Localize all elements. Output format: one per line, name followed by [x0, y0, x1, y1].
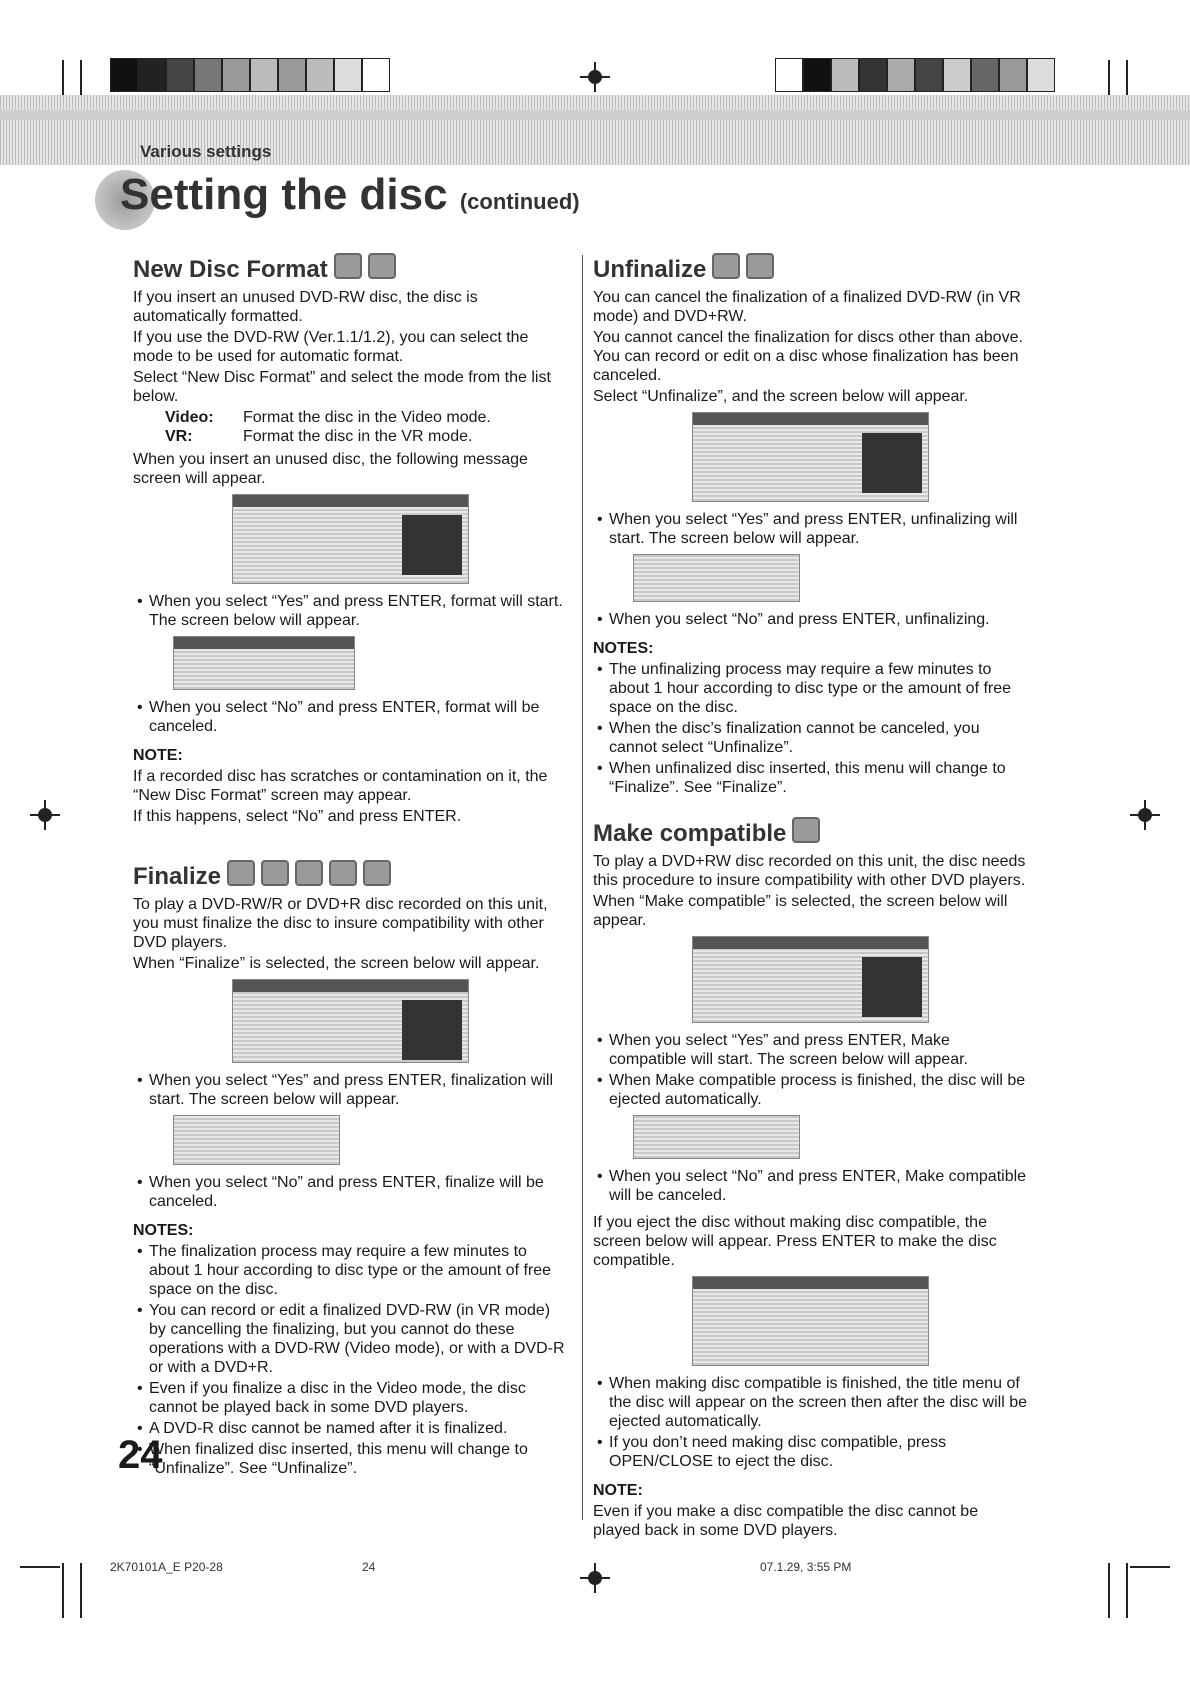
crop-mark	[1108, 1563, 1110, 1618]
disc-icon	[295, 860, 323, 886]
dvd-rw-video-icon	[368, 253, 396, 279]
color-bar-right	[775, 58, 1055, 92]
disc-erase-screen-image	[232, 494, 469, 584]
crop-mark	[80, 60, 82, 95]
crop-mark	[1126, 1563, 1128, 1618]
make-compatible-eject-screen-image	[692, 1276, 929, 1366]
crop-mark	[20, 1566, 60, 1568]
notes-heading: NOTES:	[133, 1222, 194, 1239]
page-title-text: Setting the disc	[120, 170, 448, 219]
registration-mark-icon	[580, 1563, 610, 1593]
bullet: • You can record or edit a finalized DVD-RW (in VR mode) by cancelling the finalizing, but you cannot do these operations with a DVD-RW (Video mode), or with a DVD-R or with a DVD+R.	[133, 1301, 568, 1377]
paragraph: If this happens, select “No” and press ENTER.	[133, 808, 462, 825]
paragraph: When “Make compatible” is selected, the screen below will appear.	[593, 893, 1008, 929]
bullet: • When unfinalized disc inserted, this menu will change to “Finalize”. See “Finalize”.	[593, 759, 1028, 797]
paragraph: If you eject the disc without making disc compatible, the screen below will appear. Press ENTER to make the disc compatible.	[593, 1214, 997, 1269]
processing-screen-image	[633, 554, 800, 602]
bullet: • Even if you finalize a disc in the Video mode, the disc cannot be played back in some DVD players.	[133, 1379, 568, 1417]
right-column	[593, 253, 1028, 1542]
bullet: • The unfinalizing process may require a few minutes to about 1 hour according to disc type or the amount of free space on the disc.	[593, 660, 1028, 717]
page-number: 24	[118, 1433, 163, 1477]
column-divider	[582, 255, 583, 1520]
disc-icon	[712, 253, 740, 279]
footer-page: 24	[362, 1560, 376, 1574]
bullet: • The finalization process may require a few minutes to about 1 hour according to disc type or the amount of free space on the disc.	[133, 1242, 568, 1299]
bullet: • When you select “No” and press ENTER, finalize will be canceled.	[133, 1173, 568, 1211]
bullet: • When the disc’s finalization cannot be canceled, you cannot select “Unfinalize”.	[593, 719, 1028, 757]
crop-mark	[1130, 1566, 1170, 1568]
processing-screen-image	[173, 1115, 340, 1165]
bullet: • When you select “No” and press ENTER, format will be canceled.	[133, 698, 568, 736]
notes-heading: NOTES:	[593, 640, 654, 657]
paragraph: To play a DVD+RW disc recorded on this unit, the disc needs this procedure to insure compatibility with other DVD players.	[593, 853, 1026, 889]
color-bar-left	[110, 58, 390, 92]
bullet: • When finalized disc inserted, this menu will change to “Unfinalize”. See “Unfinalize”.	[133, 1440, 568, 1478]
registration-mark-icon	[30, 800, 60, 830]
registration-mark-icon	[1130, 800, 1160, 830]
making-compatible-screen-image	[633, 1115, 800, 1159]
header-stripe	[0, 110, 1190, 120]
crop-mark	[1126, 60, 1128, 95]
disc-icon	[261, 860, 289, 886]
formatting-screen-image	[173, 636, 355, 690]
bullet: • When you select “Yes” and press ENTER, unfinalizing will start. The screen below will appear.	[593, 510, 1028, 548]
unfinalize-heading: Unfinalize	[593, 253, 1028, 284]
bullet: • When you select “No” and press ENTER, Make compatible will be canceled.	[593, 1167, 1028, 1205]
page-title	[120, 170, 580, 220]
paragraph: When “Finalize” is selected, the screen below will appear.	[133, 955, 540, 972]
bullet: • When making disc compatible is finished, the title menu of the disc will appear on the screen then after the disc will be ejected automatically.	[593, 1374, 1028, 1431]
disc-icon	[363, 860, 391, 886]
bullet: • When you select “Yes” and press ENTER, finalization will start. The screen below will appear.	[133, 1071, 568, 1109]
disc-icon	[746, 253, 774, 279]
mode-video: Video: Format the disc in the Video mode.	[165, 409, 491, 426]
disc-icon	[227, 860, 255, 886]
make-compatible-screen-image	[692, 936, 929, 1023]
footer-timestamp: 07.1.29, 3:55 PM	[760, 1560, 852, 1574]
crop-mark	[62, 60, 64, 95]
crop-mark	[80, 1563, 82, 1618]
paragraph: Select “New Disc Format” and select the mode from the list below.	[133, 369, 551, 405]
paragraph: To play a DVD-RW/R or DVD+R disc recorded on this unit, you must finalize the disc to insure compatibility with other DVD players.	[133, 896, 548, 951]
mode-vr: VR: Format the disc in the VR mode.	[165, 428, 473, 445]
paragraph: If you use the DVD-RW (Ver.1.1/1.2), you can select the mode to be used for automatic format.	[133, 329, 529, 365]
paragraph: If you insert an unused DVD-RW disc, the disc is automatically formatted.	[133, 289, 478, 325]
section-label: Various settings	[140, 142, 272, 161]
bullet: • A DVD-R disc cannot be named after it is finalized.	[133, 1419, 568, 1438]
footer-file: 2K70101A_E P20-28	[110, 1560, 223, 1574]
crop-mark	[1108, 60, 1110, 95]
finalize-heading: Finalize	[133, 860, 568, 891]
note-heading: NOTE:	[133, 747, 183, 764]
bullet: • When you select “Yes” and press ENTER, Make compatible will start. The screen below will appear.	[593, 1031, 1028, 1069]
paragraph: When you insert an unused disc, the following message screen will appear.	[133, 451, 528, 487]
paragraph: You cannot cancel the finalization for discs other than above. You can record or edit on a disc whose finalization has been canceled.	[593, 329, 1023, 384]
disc-unfinalize-screen-image	[692, 412, 929, 502]
new-disc-format-heading: New Disc Format	[133, 253, 568, 284]
dvd-rw-vr-icon	[334, 253, 362, 279]
crop-mark	[62, 1563, 64, 1618]
disc-icon	[792, 817, 820, 843]
bullet: • If you don’t need making disc compatible, press OPEN/CLOSE to eject the disc.	[593, 1433, 1028, 1471]
note-heading: NOTE:	[593, 1482, 643, 1499]
left-column	[133, 253, 568, 1480]
paragraph: Even if you make a disc compatible the disc cannot be played back in some DVD players.	[593, 1503, 979, 1539]
paragraph: You can cancel the finalization of a finalized DVD-RW (in VR mode) and DVD+RW.	[593, 289, 1021, 325]
make-compatible-heading: Make compatible	[593, 817, 1028, 848]
bullet: • When you select “No” and press ENTER, unfinalizing.	[593, 610, 1028, 629]
disc-finalize-screen-image	[232, 979, 469, 1063]
paragraph: If a recorded disc has scratches or contamination on it, the “New Disc Format” screen may appear.	[133, 768, 548, 804]
disc-icon	[329, 860, 357, 886]
page-title-suffix: (continued)	[459, 189, 580, 214]
registration-mark-icon	[580, 62, 610, 92]
paragraph: Select “Unfinalize”, and the screen below will appear.	[593, 388, 969, 405]
bullet: • When you select “Yes” and press ENTER, format will start. The screen below will appear.	[133, 592, 568, 630]
bullet: • When Make compatible process is finished, the disc will be ejected automatically.	[593, 1071, 1028, 1109]
